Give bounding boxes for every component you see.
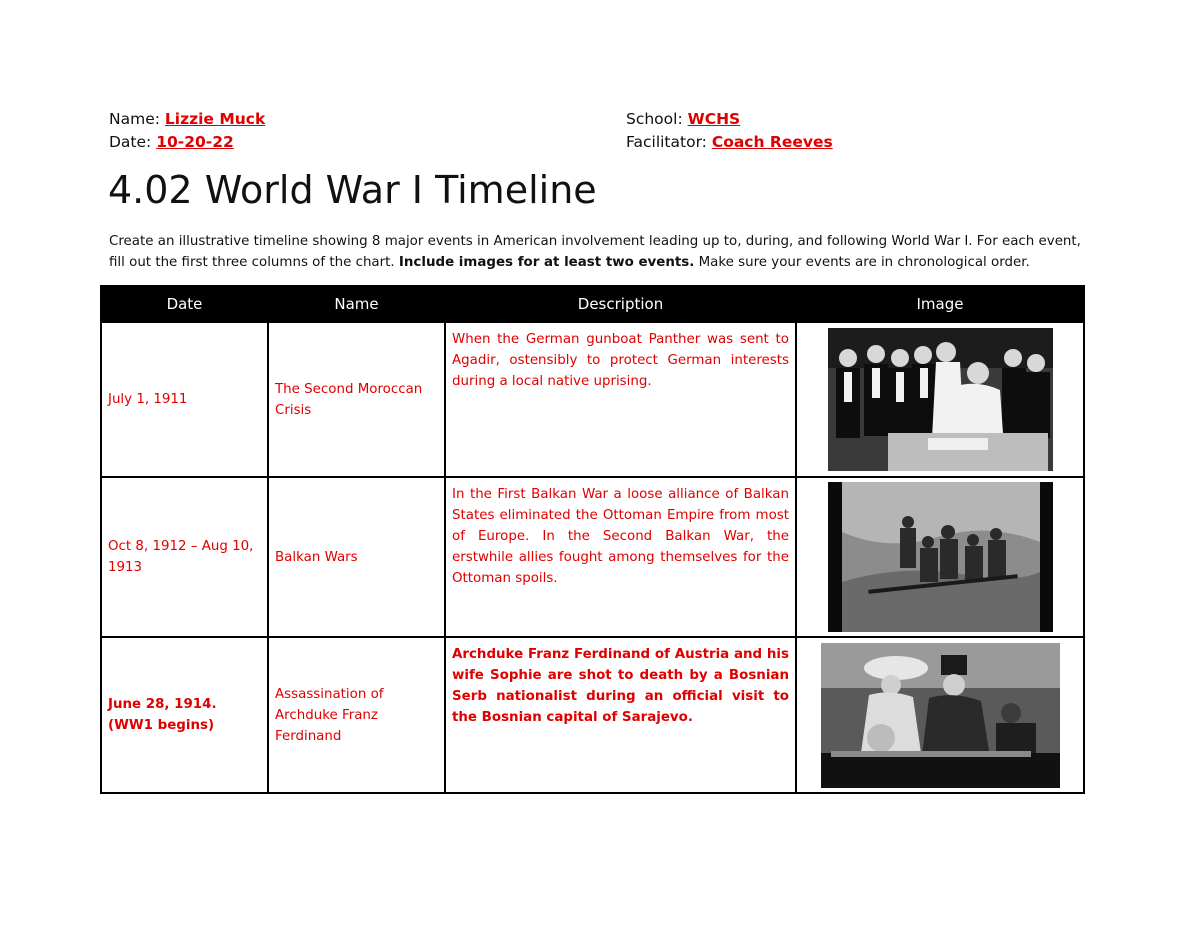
photo-archduke-car-icon — [821, 643, 1060, 788]
photo-soldiers-icon — [828, 482, 1053, 632]
cell-name: Assassination of Archduke Franz Ferdinand — [268, 637, 445, 793]
header-name: Name — [268, 286, 445, 322]
facilitator-label: Facilitator: — [626, 133, 712, 151]
name-line — [109, 108, 265, 130]
school-label: School: — [626, 110, 688, 128]
school-line — [626, 108, 740, 130]
date-value: 10-20-22 — [156, 133, 234, 151]
table-row — [101, 322, 1084, 477]
cell-description: When the German gunboat Panther was sent to Agadir, ostensibly to protect German interests during a local native uprising. — [445, 322, 796, 477]
header-description: Description — [445, 286, 796, 322]
table-row — [101, 477, 1084, 637]
page-title: 4.02 World War I Timeline — [108, 168, 597, 212]
facilitator-value: Coach Reeves — [711, 133, 833, 151]
cell-description: Archduke Franz Ferdinand of Austria and his wife Sophie are shot to death by a Bosnian Serb nationalist during an official visit to the Bosnian capital of Sarajevo. — [445, 637, 796, 793]
cell-image — [796, 637, 1084, 793]
cell-description: In the First Balkan War a loose alliance of Balkan States eliminated the Ottoman Empire from most of Europe. In the Second Balkan War, the erstwhile allies fought among themselves for the Ottoman spoils. — [445, 477, 796, 637]
cell-image — [796, 477, 1084, 637]
date-line — [109, 131, 234, 153]
header-date: Date — [101, 286, 268, 322]
date-label: Date: — [109, 133, 157, 151]
cell-name: Balkan Wars — [268, 477, 445, 637]
instructions — [109, 231, 1099, 273]
instructions-part2: Make sure your events are in chronological order. — [694, 255, 1030, 270]
cell-date: June 28, 1914. (WW1 begins) — [101, 637, 268, 793]
table-row — [101, 637, 1084, 793]
cell-date: July 1, 1911 — [101, 322, 268, 477]
header-image: Image — [796, 286, 1084, 322]
facilitator-line — [626, 131, 833, 153]
instructions-part1: Create an illustrative timeline showing 8 major events in American involvement leading up to, during, and following World War I. For each event, fill out the first three columns of the chart. — [109, 234, 1081, 270]
table-header-row — [101, 286, 1084, 322]
cell-name: The Second Moroccan Crisis — [268, 322, 445, 477]
school-value: WCHS — [687, 110, 741, 128]
timeline-table — [100, 285, 1085, 794]
cell-date: Oct 8, 1912 – Aug 10, 1913 — [101, 477, 268, 637]
name-label: Name: — [109, 110, 165, 128]
instructions-bold: Include images for at least two events. — [398, 255, 695, 270]
cell-image — [796, 322, 1084, 477]
photo-group-signing-icon — [828, 328, 1053, 471]
name-value: Lizzie Muck — [164, 110, 266, 128]
